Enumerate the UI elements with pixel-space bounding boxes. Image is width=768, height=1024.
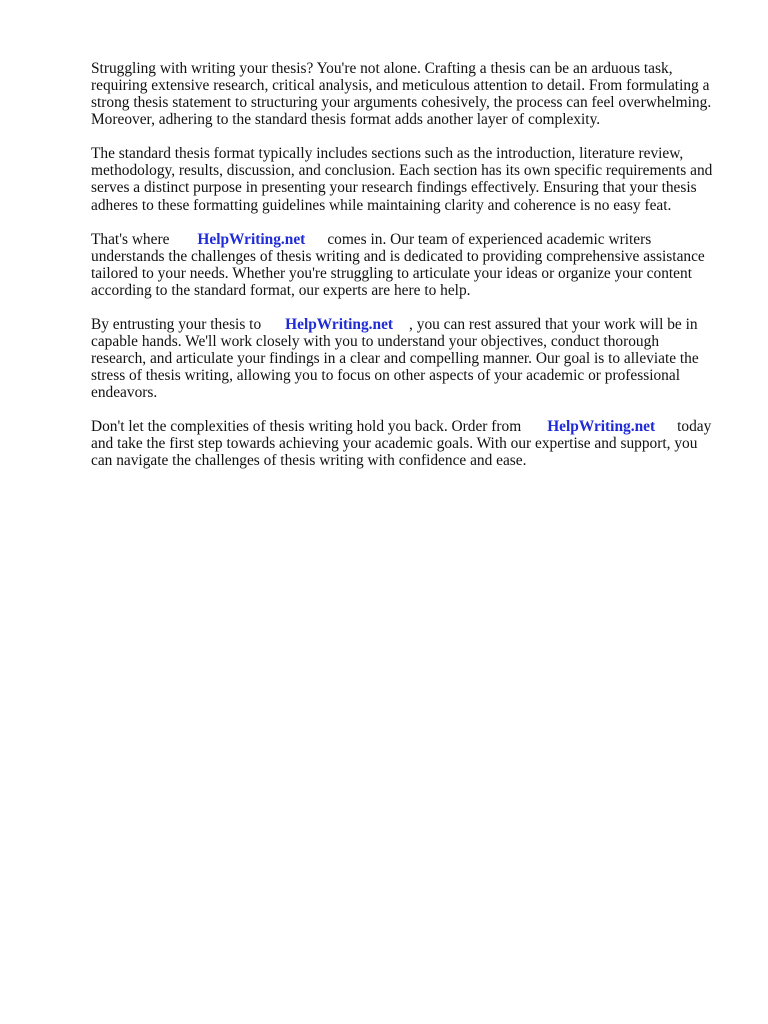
paragraph-thats-where <box>91 231 731 299</box>
text-segment: That's where <box>91 230 170 248</box>
text-line: adheres to these formatting guidelines while maintaining clarity and coherence is no easy feat. <box>91 196 672 214</box>
text-line: The standard thesis format typically includes sections such as the introduction, literature review, <box>91 145 684 163</box>
paragraph-intro <box>91 60 731 128</box>
text-line: can navigate the challenges of thesis writing with confidence and ease. <box>91 452 527 470</box>
text-line: endeavors. <box>91 384 158 402</box>
text-line: and take the first step towards achieving your academic goals. With our expertise and support, you <box>91 435 698 453</box>
text-segment: comes in. Our team of experienced academic writers <box>327 230 652 248</box>
text-line: requiring extensive research, critical analysis, and meticulous attention to detail. From formulating a <box>91 77 710 95</box>
text-segment: By entrusting your thesis to <box>91 315 262 333</box>
text-line: research, and articulate your findings in a clear and compelling manner. Our goal is to alleviate the <box>91 349 699 367</box>
text-line: understands the challenges of thesis writing and is dedicated to providing comprehensive assistance <box>91 247 705 265</box>
text-line: tailored to your needs. Whether you're struggling to articulate your ideas or organize your content <box>91 264 692 282</box>
text-line: capable hands. We'll work closely with you to understand your objectives, conduct thorough <box>91 332 660 350</box>
helpwriting-link[interactable]: HelpWriting.net <box>547 418 656 436</box>
text-segment: today <box>677 418 712 436</box>
text-line: strong thesis statement to structuring your arguments cohesively, the process can feel overwhelming. <box>91 94 712 112</box>
document-body <box>91 60 731 486</box>
helpwriting-link[interactable]: HelpWriting.net <box>285 315 394 333</box>
text-segment: , you can rest assured that your work will be in <box>409 315 698 333</box>
paragraph-entrusting <box>91 316 731 401</box>
text-line: Struggling with writing your thesis? You're not alone. Crafting a thesis can be an arduous task, <box>91 60 673 77</box>
paragraph-order <box>91 418 731 469</box>
text-line <box>91 231 731 248</box>
text-line <box>91 316 731 333</box>
paragraph-format <box>91 145 731 213</box>
text-line: according to the standard format, our experts are here to help. <box>91 281 471 299</box>
text-line: methodology, results, discussion, and conclusion. Each section has its own specific requirements and <box>91 162 713 180</box>
text-segment: Don't let the complexities of thesis writing hold you back. Order from <box>91 418 522 436</box>
text-line: Moreover, adhering to the standard thesis format adds another layer of complexity. <box>91 111 601 129</box>
helpwriting-link[interactable]: HelpWriting.net <box>197 230 306 248</box>
text-line <box>91 418 731 435</box>
text-line: stress of thesis writing, allowing you to focus on other aspects of your academic or professional <box>91 367 680 385</box>
text-line: serves a distinct purpose in presenting your research findings effectively. Ensuring that your thesis <box>91 179 697 197</box>
